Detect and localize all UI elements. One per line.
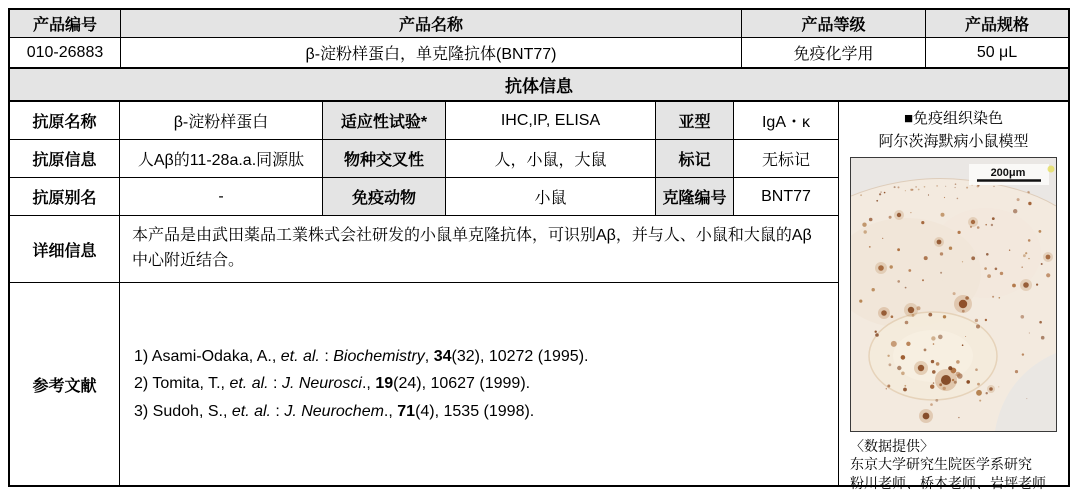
- host-animal-label: 免疫动物: [323, 178, 445, 215]
- details-text: 本产品是由武田薬品工業株式会社研发的小鼠单克隆抗体，可识别Aβ，并与人、小鼠和大鼠的Aβ中心附近结合。: [120, 216, 838, 282]
- figure-caption-line1: ■免疫组织染色: [903, 110, 1004, 127]
- isotype-label: 亚型: [656, 102, 733, 139]
- image-artifact-dot: [1048, 165, 1055, 172]
- antigen-name-value: β-淀粉样蛋白: [120, 102, 322, 139]
- scale-bar-label: 200μm: [990, 166, 1026, 179]
- details-label: 详细信息: [10, 216, 119, 282]
- data-credit-line2: 粉川老师、桥本老师、岩坪老师: [850, 475, 1046, 491]
- isotype-value: IgA・κ: [734, 102, 838, 139]
- product-code-header: 产品编号: [10, 10, 120, 37]
- cross-reactivity-label: 物种交叉性: [323, 140, 445, 177]
- references-label: 参考文献: [10, 283, 119, 485]
- product-header-section: [10, 10, 1068, 67]
- product-grade-header: 产品等级: [742, 10, 925, 37]
- product-code-value: 010-26883: [10, 38, 120, 67]
- antigen-info-label: 抗原信息: [10, 140, 119, 177]
- application-value: IHC,IP, ELISA: [446, 102, 655, 139]
- product-grade-value: 免疫化学用: [742, 38, 925, 67]
- cross-reactivity-value: 人，小鼠，大鼠: [446, 140, 655, 177]
- product-size-header: 产品规格: [926, 10, 1068, 37]
- microscopy-image: [851, 158, 1056, 431]
- conjugate-label: 标记: [656, 140, 733, 177]
- scale-bar: [969, 164, 1055, 185]
- antibody-info-section: [10, 102, 1068, 491]
- figure-cell: [839, 102, 1068, 491]
- product-name-header: 产品名称: [121, 10, 741, 37]
- product-name-value: β-淀粉样蛋白，单克隆抗体(BNT77): [121, 38, 741, 67]
- product-size-value: 50 μL: [926, 38, 1068, 67]
- data-credit: [850, 437, 1057, 493]
- product-spec-table: [8, 8, 1070, 491]
- reference-item: 1) Asami-Odaka, A., et. al. : Biochemistry, 34(32), 10272 (1995).: [134, 348, 589, 366]
- antigen-name-label: 抗原名称: [10, 102, 119, 139]
- host-animal-value: 小鼠: [446, 178, 655, 215]
- figure-caption-line2: 阿尔茨海默病小鼠模型: [878, 132, 1029, 150]
- data-credit-title: 〈数据提供〉: [850, 437, 934, 454]
- microscopy-image-frame: [850, 157, 1057, 432]
- application-label: 适应性试验*: [323, 102, 445, 139]
- conjugate-value: 无标记: [734, 140, 838, 177]
- antigen-alias-label: 抗原别名: [10, 178, 119, 215]
- antibody-info-banner: 抗体信息: [10, 67, 1068, 102]
- clone-number-value: BNT77: [734, 178, 838, 215]
- clone-number-label: 克隆编号: [656, 178, 733, 215]
- reference-item: 2) Tomita, T., et. al. : J. Neurosci., 19(24), 10627 (1999).: [134, 375, 531, 393]
- reference-list: [120, 283, 838, 485]
- data-credit-line1: 东京大学研究生院医学系研究: [850, 456, 1032, 473]
- reference-item: 3) Sudoh, S., et. al. : J. Neurochem., 71(4), 1535 (1998).: [134, 402, 535, 420]
- antigen-alias-value: -: [120, 178, 322, 215]
- antigen-info-value: 人Aβ的11-28a.a.同源肽: [120, 140, 322, 177]
